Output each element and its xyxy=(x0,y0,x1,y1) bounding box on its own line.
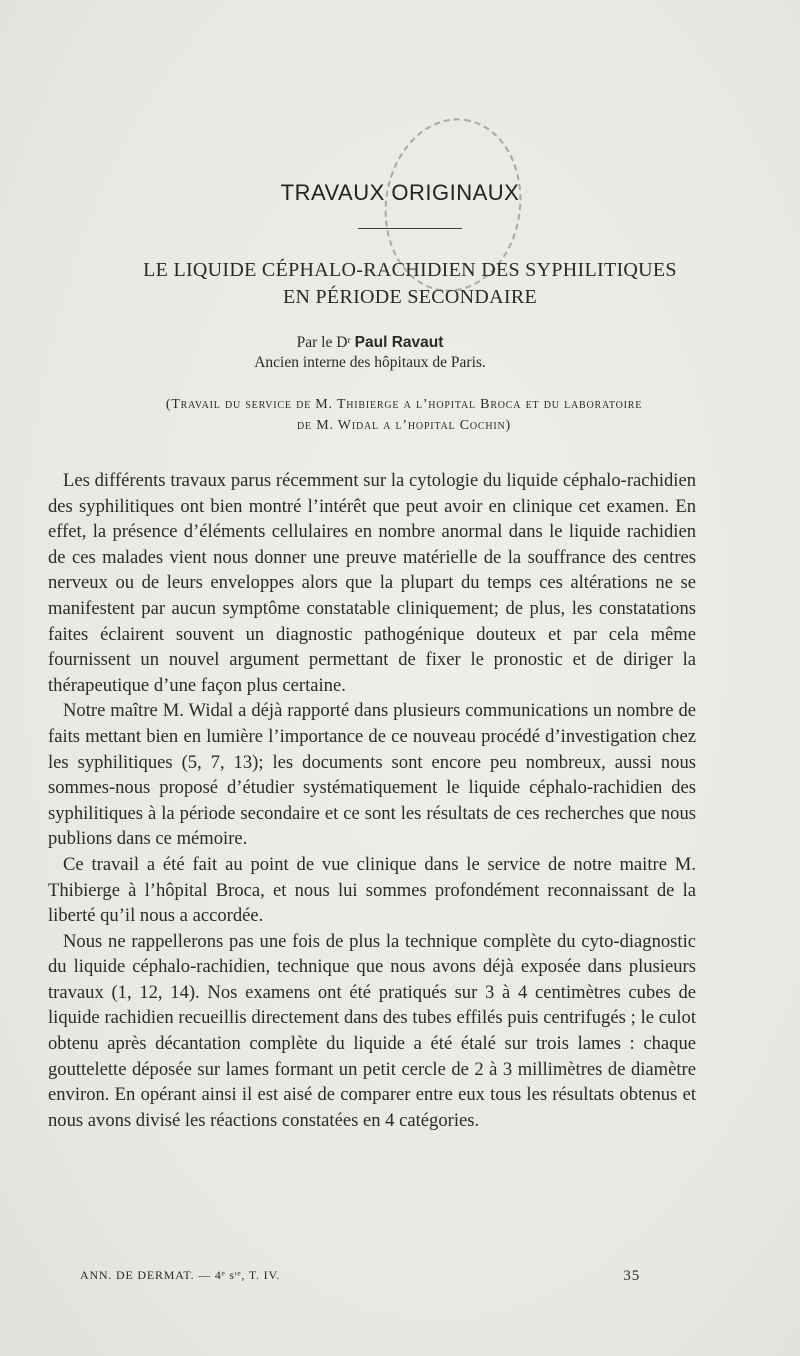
author-prefix: Par le Dʳ xyxy=(296,334,351,351)
section-title: TRAVAUX ORIGINAUX xyxy=(280,180,520,205)
work-origin-line-2: de M. Widal a l’hopital Cochin) xyxy=(296,418,512,433)
page-number: 35 xyxy=(623,1268,640,1284)
author-line xyxy=(0,334,740,352)
title-rule xyxy=(358,228,462,229)
paragraph-1: Les différents travaux parus récemment sur la cytologie du liquide céphalo-rachidien des syphilitiques ont bien montré l’intérêt que peut avoir en clinique cet examen. En effet, la présence d’éléments cellulaires en nombre anormal dans le liquide rachidien de ces malades vient nous donner une preuve matérielle de la souffrance des centres nerveux ou de leurs enveloppes alors que la plupart du temps ces altérations ne se manifestent par aucun symptôme constatable cliniquement; de plus, les constatations faites éclairent souvent un diagnostic pathogénique douteux et par cela même fournissent un nouvel argument permettant de fixer le pronostic et de diriger la thérapeutique d’une façon plus certaine. xyxy=(48,470,696,696)
author-name: Paul Ravaut xyxy=(354,334,444,351)
journal-reference: ANN. DE DERMAT. — 4ᵉ sᶦᵉ, T. IV. xyxy=(80,1268,281,1282)
paragraph-4: Nous ne rappellerons pas une fois de plus la technique complète du cyto-diagnostic du liquide céphalo-rachidien, technique que nous avons déjà exposée dans plusieurs travaux (1, 12, 14). Nos examens ont été pratiqués sur 3 à 4 centimètres cubes de liquide rachidien recueillis directement dans des tubes effilés puis centrifugés ; le culot obtenu après décantation complète du liquide a été étalé sur trois lames : chaque gouttelette déposée sur lames formant un petit cercle de 2 à 3 millimètres de diamètre environ. En opérant ainsi il est aisé de comparer entre eux tous les résultats obtenus et nous avons divisé les réactions constatées en 4 catégories. xyxy=(48,930,696,1131)
article-title-line-2: EN PÉRIODE SECONDAIRE xyxy=(282,286,538,308)
paragraph-2: Notre maître M. Widal a déjà rapporté dans plusieurs communications un nombre de faits mettant bien en lumière l’importance de ce nouveau procédé d’investigation chez les syphilitiques (5, 7, 13); les documents sont encore peu nombreux, aussi nous sommes-nous proposé d’étudier systématiquement le liquide céphalo-rachidien des syphilitiques à la période secondaire et ce sont les résultats de ces recherches que nous publions dans ce mémoire. xyxy=(48,700,696,850)
article-body xyxy=(48,468,696,1133)
article-title-line-1: LE LIQUIDE CÉPHALO-RACHIDIEN DES SYPHILITIQUES xyxy=(143,259,677,281)
paragraph-3: Ce travail a été fait au point de vue clinique dans le service de notre maitre M. Thibierge à l’hôpital Broca, et nous lui sommes profondément reconnaissant de la liberté qu’il nous a accordée. xyxy=(48,853,696,927)
author-affiliation: Ancien interne des hôpitaux de Paris. xyxy=(254,354,486,371)
work-origin-line-1: (Travail du service de M. Thibierge a l’hopital Broca et du laboratoire xyxy=(165,397,643,412)
page-footer xyxy=(80,1268,640,1285)
